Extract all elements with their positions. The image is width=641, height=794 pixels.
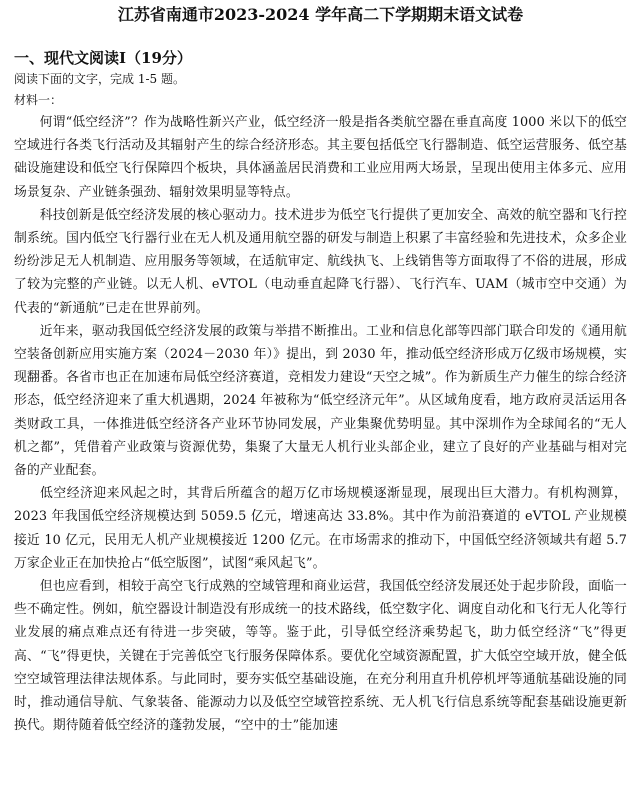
paragraph-5 [14,575,627,737]
material-label: 材料一： [14,93,63,107]
paragraph-text: 科技创新是低空经济发展的核心驱动力。技术进步为低空飞行提供了更加安全、高效的航空器和飞行控制系统。国内低空飞行器行业在无人机及通用航空器的研发与制造上积累了丰富经验和先进技术，众多企业纷纷涉足无人机制造、应用服务等领域，在适航审定、航线执飞、上线销售等方面取得了不俗的进展，形成了较为完整的产业链。以无人机、eVTOL（电动垂直起降飞行器）、飞行汽车、UAM（城市空中交通）为代表的“新通航”已走在世界前列。 [14,207,627,316]
paragraph-text: 但也应看到，相较于高空飞行成熟的空域管理和商业运营，我国低空经济发展还处于起步阶段，面临一些不确定性。例如，航空器设计制造没有形成统一的技术路线，低空数字化、调度自动化和飞行无人化等行业发展的痛点难点还有待进一步突破，等等。鉴于此，引导低空经济乘势起飞，助力低空经济“飞”得更高、“飞”得更快，关键在于完善低空飞行服务保障体系。要优化空域资源配置，扩大低空空域开放，健全低空空域管理法律法规体系。与此同时，要夯实低空基础设施，在充分利用直升机停机坪等通航基础设施的同时，推动通信导航、气象装备、能源动力以及低空空域管控系统、无人机飞行信息系统等配套基础设施更新换代。期待随着低空经济的蓬勃发展，“空中的士”能加速 [14,579,627,734]
reading-instruction: 阅读下面的文字，完成 1-5 题。 [14,72,185,86]
paragraph-2 [14,204,627,320]
document-title: 江苏省南通市2023-2024 学年高二下学期期末语文试卷 [117,5,524,24]
paragraph-text: 近年来，驱动我国低空经济发展的政策与举措不断推出。工业和信息化部等四部门联合印发的《通用航空装备创新应用实施方案（2024－2030 年）》提出，到 2030 年，推动低空经济形成万亿级市场规模，实现翻番。各省市也正在加速布局低空经济赛道，竞相发力建设“天空之城”。作为新质生产力催生的综合经济形态，低空经济迎来了重大机遇期，2024 年被称为“低空经济元年”。从区域角度看，地方政府灵活运用各类财政工具，一体推进低空经济各产业环节协同发展，产业集聚优势明显。其中深圳作为全球闻名的“无人机之都”，凭借着产业政策与资源优势，集聚了大量无人机行业头部企业，建立了良好的产业基础与相对完备的产业配套。 [14,323,627,479]
paragraph-text: 低空经济迎来风起之时，其背后所蕴含的超万亿市场规模逐渐显现，展现出巨大潜力。有机构测算，2023 年我国低空经济规模达到 5059.5 亿元，增速高达 33.8%。其中作为前沿赛道的 eVTOL 产业规模接近 10 亿元，民用无人机产业规模接近 1200 亿元。在市场需求的推动下，中国低空经济领域共有超 5.7 万家企业正在加快抢占“低空版图”，试图“乘风起飞”。 [14,486,627,571]
paragraph-text: 何谓“低空经济”？作为战略性新兴产业，低空经济一般是指各类航空器在垂直高度 1000 米以下的低空空域进行各类飞行活动及其辐射产生的综合经济形态。其主要包括低空飞行器制造、低空运营服务、低空基础设施建设和低空飞行保障四个板块，具体涵盖居民消费和工业应用两大场景，呈现出使用主体多元、应用场景复杂、产业链条强劲、辐射效果明显等特点。 [14,115,627,200]
section-heading: 一、现代文阅读Ⅰ（19分） [14,49,192,67]
paragraph-4 [14,482,627,575]
document-page [0,3,641,794]
paragraph-3 [14,320,627,482]
paragraph-1 [14,111,627,204]
